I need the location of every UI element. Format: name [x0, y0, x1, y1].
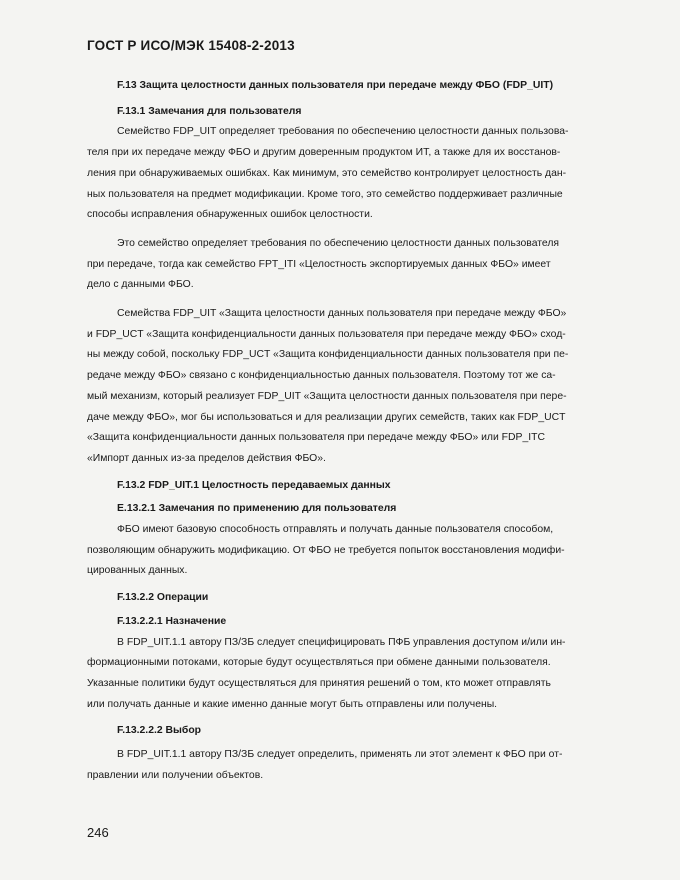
text-line: ления при обнаруживаемых ошибках. Как минимум, это семейство контролирует целостность дан-	[87, 167, 567, 179]
text-line: В FDP_UIT.1.1 автору ПЗ/ЗБ следует специфицировать ПФБ управления доступом и/или ин-	[117, 636, 566, 648]
text-line: ФБО имеют базовую способность отправлять и получать данные пользователя способом,	[117, 524, 554, 536]
text-line: мый механизм, который реализует FDP_UIT «Защита целостности данных пользователя при пере-	[87, 390, 567, 402]
text-line: при передаче, тогда как семейство FPT_ITI «Целостность экспортируемых данных ФБО» имеет	[87, 258, 551, 270]
subsection-heading: F.13.2 FDP_UIT.1 Целостность передаваемых данных	[117, 479, 391, 491]
paragraph-2	[87, 234, 603, 296]
document-header: ГОСТ Р ИСО/МЭК 15408-2-2013	[87, 38, 295, 53]
text-line: Семейства FDP_UIT «Защита целостности данных пользователя при передаче между ФБО»	[117, 308, 567, 320]
text-line: даче между ФБО», мог бы использоваться и для реализации других семейств, таких как FDP_UCT	[87, 411, 566, 423]
text-line: или получать данные и какие именно данные могут быть отправлены или получены.	[87, 698, 498, 710]
section-heading: F.13 Защита целостности данных пользователя при передаче между ФБО (FDP_UIT)	[117, 80, 554, 91]
paragraph-1	[87, 122, 603, 226]
text-line: формационными потоками, которые будут осуществляться при обмене данными пользователя.	[87, 657, 551, 669]
text-line: и FDP_UCT «Защита конфиденциальности данных пользователя при передаче между ФБО» сход-	[87, 328, 566, 340]
paragraph-4	[87, 520, 603, 582]
text-line: Семейство FDP_UIT определяет требования по обеспечению целостности данных пользова-	[117, 126, 569, 138]
text-line: правлении или получении объектов.	[87, 769, 264, 781]
text-line: редаче между ФБО» связано с конфиденциальностью данных пользователя. Поэтому тот же са-	[87, 370, 556, 382]
subsection-heading: F.13.2.2.1 Назначение	[117, 615, 227, 627]
text-line: теля при их передаче между ФБО и другим доверенным продуктом ИТ, а также для их восстанов-	[87, 147, 561, 159]
paragraph-3	[87, 304, 603, 470]
text-line: В FDP_UIT.1.1 автору ПЗ/ЗБ следует определить, применять ли этот элемент к ФБО при от-	[117, 749, 563, 761]
text-line: ны между собой, поскольку FDP_UCT «Защита конфиденциальности данных пользователя при пе-	[87, 349, 569, 361]
text-line: «Защита конфиденциальности данных пользователя при передаче между ФБО» или FDP_ITC	[87, 432, 545, 444]
text-line: позволяющим обнаружить модификацию. От ФБО не требуется попыток восстановления модифи-	[87, 544, 565, 556]
paragraph-5	[87, 633, 603, 716]
document-body	[87, 76, 603, 787]
text-line: Это семейство определяет требования по обеспечению целостности данных пользователя	[117, 237, 560, 249]
text-line: Указанные политики будут осуществляться для принятия решений о том, кто может отправлять	[87, 677, 551, 689]
page-number: 246	[87, 825, 109, 840]
text-line: «Импорт данных из-за пределов действия ФБО».	[87, 452, 326, 464]
text-line: цированных данных.	[87, 565, 188, 577]
subsection-heading: F.13.1 Замечания для пользователя	[117, 105, 302, 117]
text-line: дело с данными ФБО.	[87, 279, 194, 291]
text-line: ных пользователя на предмет модификации. Кроме того, это семейство поддерживает различные	[87, 188, 563, 200]
subsection-heading: E.13.2.1 Замечания по применению для пользователя	[117, 503, 397, 515]
subsection-heading: F.13.2.2.2 Выбор	[117, 725, 202, 737]
text-line: способы исправления обнаруженных ошибок целостности.	[87, 209, 373, 221]
subsection-heading: F.13.2.2 Операции	[117, 592, 209, 604]
paragraph-6	[87, 745, 603, 786]
